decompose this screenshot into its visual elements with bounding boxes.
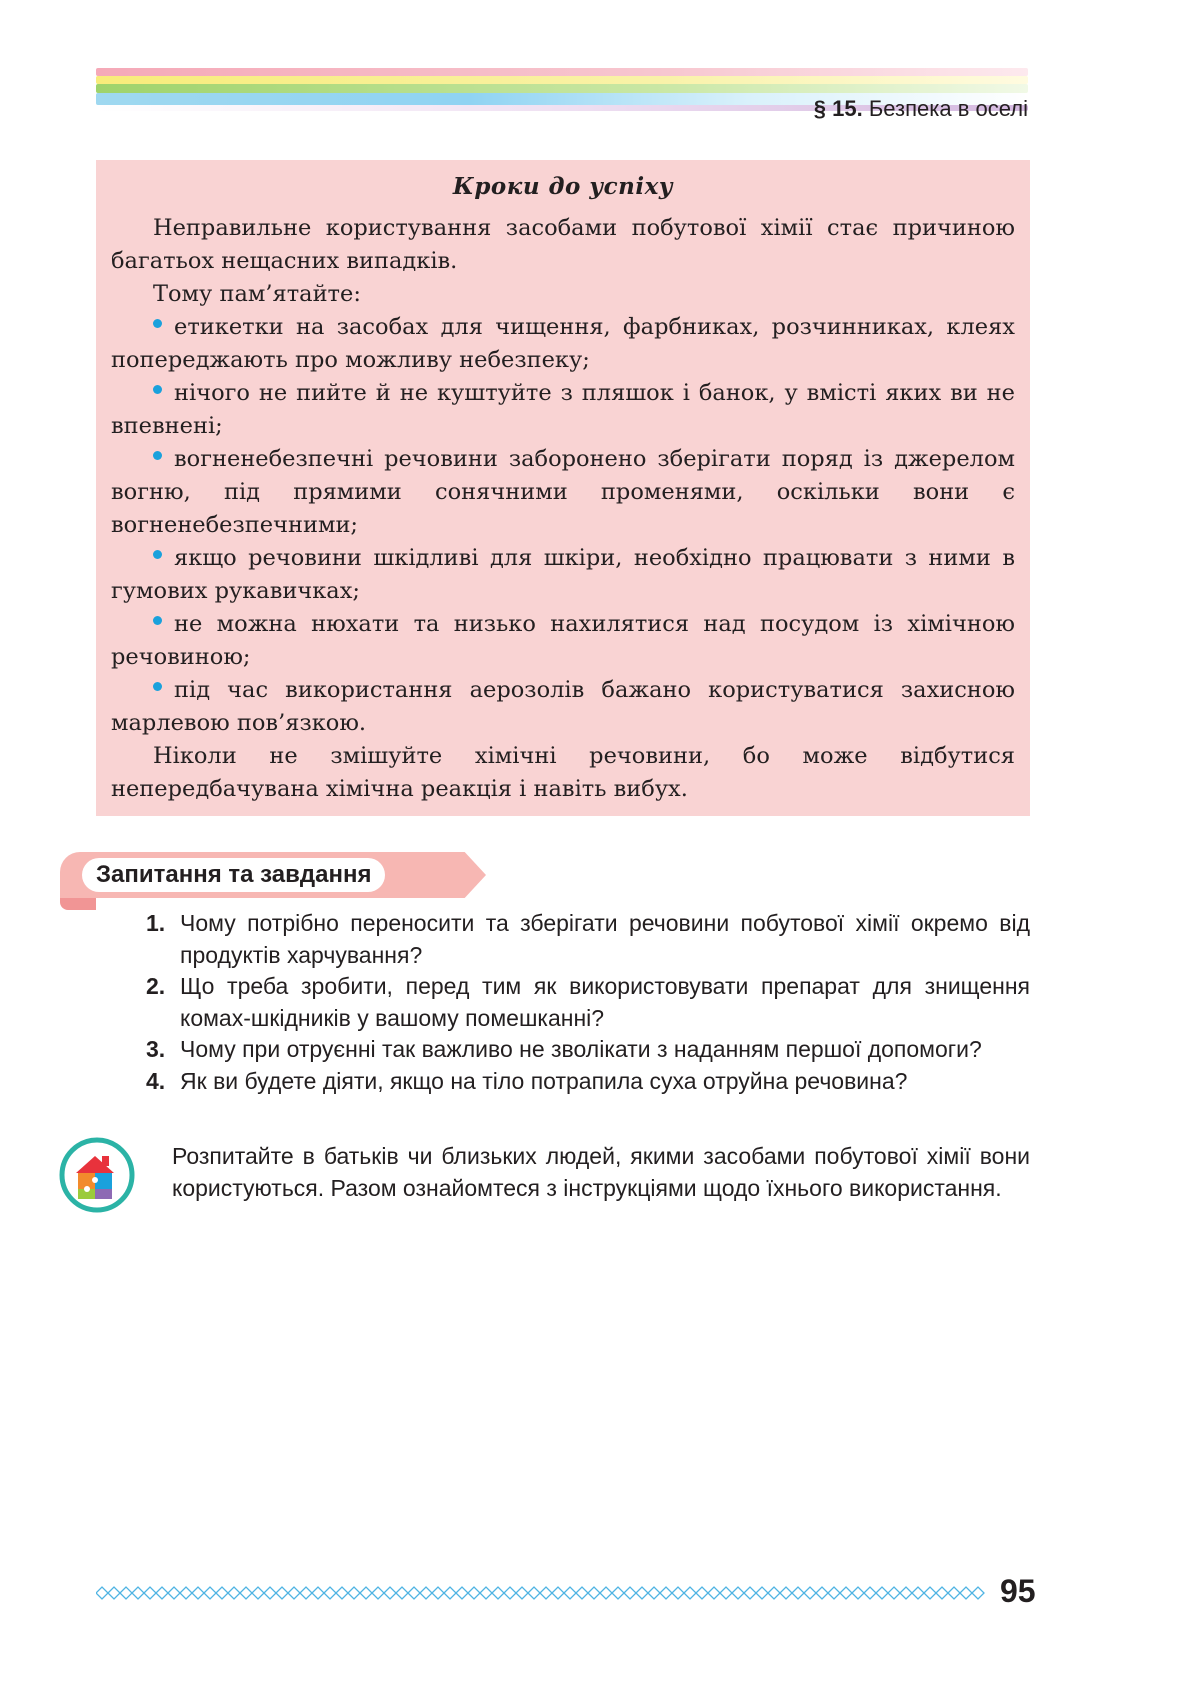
bullet-text: етикетки на засобах для чищення, фарбниках, розчинниках, клеях попереджають про можливу небезпеку; bbox=[111, 314, 1015, 373]
footer-diamond bbox=[636, 1587, 648, 1599]
footer-diamond bbox=[264, 1587, 276, 1599]
footer-diamond bbox=[96, 1587, 108, 1599]
question-item bbox=[146, 908, 1030, 971]
footer-diamond bbox=[156, 1587, 168, 1599]
footer-diamond bbox=[144, 1587, 156, 1599]
footer-diamond bbox=[732, 1587, 744, 1599]
bullet-text: якщо речовини шкідливі для шкіри, необхідно працювати з ними в гумових рукавичках; bbox=[111, 545, 1015, 604]
bullet-dot-icon bbox=[153, 682, 162, 691]
footer-diamond bbox=[420, 1587, 432, 1599]
footer-diamond bbox=[648, 1587, 660, 1599]
footer-diamond bbox=[948, 1587, 960, 1599]
footer-diamond bbox=[216, 1587, 228, 1599]
bullet-dot-icon bbox=[153, 550, 162, 559]
footer-diamond bbox=[240, 1587, 252, 1599]
footer-diamond bbox=[720, 1587, 732, 1599]
footer-diamond bbox=[864, 1587, 876, 1599]
footer-diamond bbox=[588, 1587, 600, 1599]
stripe-pink bbox=[96, 68, 1028, 76]
question-text: Що треба зробити, перед тим як використовувати препарат для знищення комах-шкідників у вашому помешканні? bbox=[180, 973, 1030, 1031]
footer-diamond bbox=[468, 1587, 480, 1599]
footer-diamond bbox=[360, 1587, 372, 1599]
questions-heading: Запитання та завдання bbox=[82, 858, 385, 892]
success-intro: Неправильне користування засобами побутової хімії стає причиною багатьох нещасних випадків. bbox=[111, 215, 1015, 274]
question-number: 3. bbox=[146, 1036, 166, 1062]
question-number: 1. bbox=[146, 910, 166, 936]
footer-decorative-line bbox=[96, 1586, 988, 1600]
footer-diamond bbox=[492, 1587, 504, 1599]
footer-diamond bbox=[852, 1587, 864, 1599]
stripe-yellow bbox=[96, 76, 1028, 84]
footer-diamond bbox=[396, 1587, 408, 1599]
footer-diamond bbox=[228, 1587, 240, 1599]
section-number: § 15. bbox=[813, 96, 863, 121]
question-item bbox=[146, 1066, 1030, 1098]
question-item bbox=[146, 971, 1030, 1034]
footer-diamond bbox=[504, 1587, 516, 1599]
footer-diamond bbox=[444, 1587, 456, 1599]
footer-diamond bbox=[252, 1587, 264, 1599]
success-outro: Ніколи не змішуйте хімічні речовини, бо може відбутися непередбачувана хімічна реакція і навіть вибух. bbox=[111, 743, 1015, 802]
footer-diamond bbox=[888, 1587, 900, 1599]
footer-diamond bbox=[108, 1587, 120, 1599]
footer-diamond bbox=[708, 1587, 720, 1599]
bullet-dot-icon bbox=[153, 451, 162, 460]
bullet-text: вогненебезпечні речовини заборонено зберігати поряд із джерелом вогню, під прямими сонячними променями, оскільки вони є вогненебезпечними; bbox=[111, 446, 1015, 538]
footer-diamond bbox=[384, 1587, 396, 1599]
footer-diamond bbox=[324, 1587, 336, 1599]
footer-diamond bbox=[816, 1587, 828, 1599]
footer-diamond bbox=[660, 1587, 672, 1599]
footer-diamond bbox=[552, 1587, 564, 1599]
footer-diamond bbox=[756, 1587, 768, 1599]
footer-diamond bbox=[168, 1587, 180, 1599]
footer-diamond bbox=[924, 1587, 936, 1599]
footer-diamond bbox=[540, 1587, 552, 1599]
page-number: 95 bbox=[1000, 1573, 1036, 1609]
footer-diamond bbox=[684, 1587, 696, 1599]
footer-diamond bbox=[276, 1587, 288, 1599]
question-item bbox=[146, 1034, 1030, 1066]
footer-diamond bbox=[528, 1587, 540, 1599]
footer-diamond bbox=[624, 1587, 636, 1599]
bullet-dot-icon bbox=[153, 319, 162, 328]
bullet-item bbox=[111, 377, 1015, 443]
question-text: Як ви будете діяти, якщо на тіло потрапила суха отруйна речовина? bbox=[180, 1067, 908, 1094]
footer-diamond bbox=[516, 1587, 528, 1599]
footer-diamond bbox=[120, 1587, 132, 1599]
footer-diamond bbox=[336, 1587, 348, 1599]
stripe-green bbox=[96, 84, 1028, 93]
bullet-item bbox=[111, 674, 1015, 740]
footer-diamond bbox=[372, 1587, 384, 1599]
section-header bbox=[814, 96, 1028, 122]
footer-diamond bbox=[936, 1587, 948, 1599]
bullet-text: нічого не пийте й не куштуйте з пляшок і банок, у вмісті яких ви не впевнені; bbox=[111, 380, 1015, 439]
footer-diamond bbox=[696, 1587, 708, 1599]
footer-diamond bbox=[192, 1587, 204, 1599]
footer-diamond bbox=[876, 1587, 888, 1599]
footer-diamond bbox=[180, 1587, 192, 1599]
bullet-dot-icon bbox=[153, 385, 162, 394]
success-steps-box bbox=[96, 160, 1030, 816]
footer-diamond bbox=[672, 1587, 684, 1599]
footer-diamond bbox=[204, 1587, 216, 1599]
footer-diamond bbox=[132, 1587, 144, 1599]
family-task-text: Розпитайте в батьків чи близьких людей, якими засобами побутової хімії вони користуються. Разом ознайомтеся з інструкціями щодо їхнього використання. bbox=[172, 1143, 1030, 1201]
puzzle-house-icon bbox=[58, 1136, 136, 1214]
footer-diamond bbox=[300, 1587, 312, 1599]
bullet-item bbox=[111, 311, 1015, 377]
footer-diamond bbox=[456, 1587, 468, 1599]
footer-diamond bbox=[840, 1587, 852, 1599]
footer-diamond bbox=[972, 1587, 984, 1599]
footer-diamond bbox=[912, 1587, 924, 1599]
bullet-item bbox=[111, 443, 1015, 542]
question-number: 4. bbox=[146, 1067, 166, 1094]
bullet-item bbox=[111, 542, 1015, 608]
footer-diamond bbox=[564, 1587, 576, 1599]
footer-diamond bbox=[348, 1587, 360, 1599]
bullet-text: під час використання аерозолів бажано користуватися захисною марлевою пов’язкою. bbox=[111, 677, 1015, 736]
footer-diamond bbox=[312, 1587, 324, 1599]
footer-diamond bbox=[480, 1587, 492, 1599]
questions-list bbox=[146, 908, 1030, 1097]
bullet-text: не можна нюхати та низько нахилятися над посудом із хімічною речовиною; bbox=[111, 611, 1015, 670]
success-box-title: Кроки до успіху bbox=[452, 173, 674, 200]
success-remember: Тому пам’ятайте: bbox=[153, 281, 361, 307]
section-title: Безпека в оселі bbox=[868, 96, 1028, 121]
footer-diamond bbox=[900, 1587, 912, 1599]
footer-diamond bbox=[612, 1587, 624, 1599]
bullet-dot-icon bbox=[153, 616, 162, 625]
footer-diamond bbox=[960, 1587, 972, 1599]
question-text: Чому при отруєнні так важливо не зволікати з наданням першої допомоги? bbox=[180, 1036, 982, 1062]
footer-diamond bbox=[768, 1587, 780, 1599]
question-text: Чому потрібно переносити та зберігати речовини побутової хімії окремо від продуктів харчування? bbox=[180, 910, 1030, 968]
footer-diamond bbox=[792, 1587, 804, 1599]
footer-diamond bbox=[288, 1587, 300, 1599]
footer-diamond bbox=[432, 1587, 444, 1599]
footer-diamond bbox=[744, 1587, 756, 1599]
question-number: 2. bbox=[146, 973, 166, 999]
footer-diamond bbox=[828, 1587, 840, 1599]
footer-diamond bbox=[408, 1587, 420, 1599]
footer-diamond bbox=[780, 1587, 792, 1599]
bullet-item bbox=[111, 608, 1015, 674]
footer-diamond bbox=[576, 1587, 588, 1599]
footer-diamond bbox=[600, 1587, 612, 1599]
footer-diamond bbox=[804, 1587, 816, 1599]
